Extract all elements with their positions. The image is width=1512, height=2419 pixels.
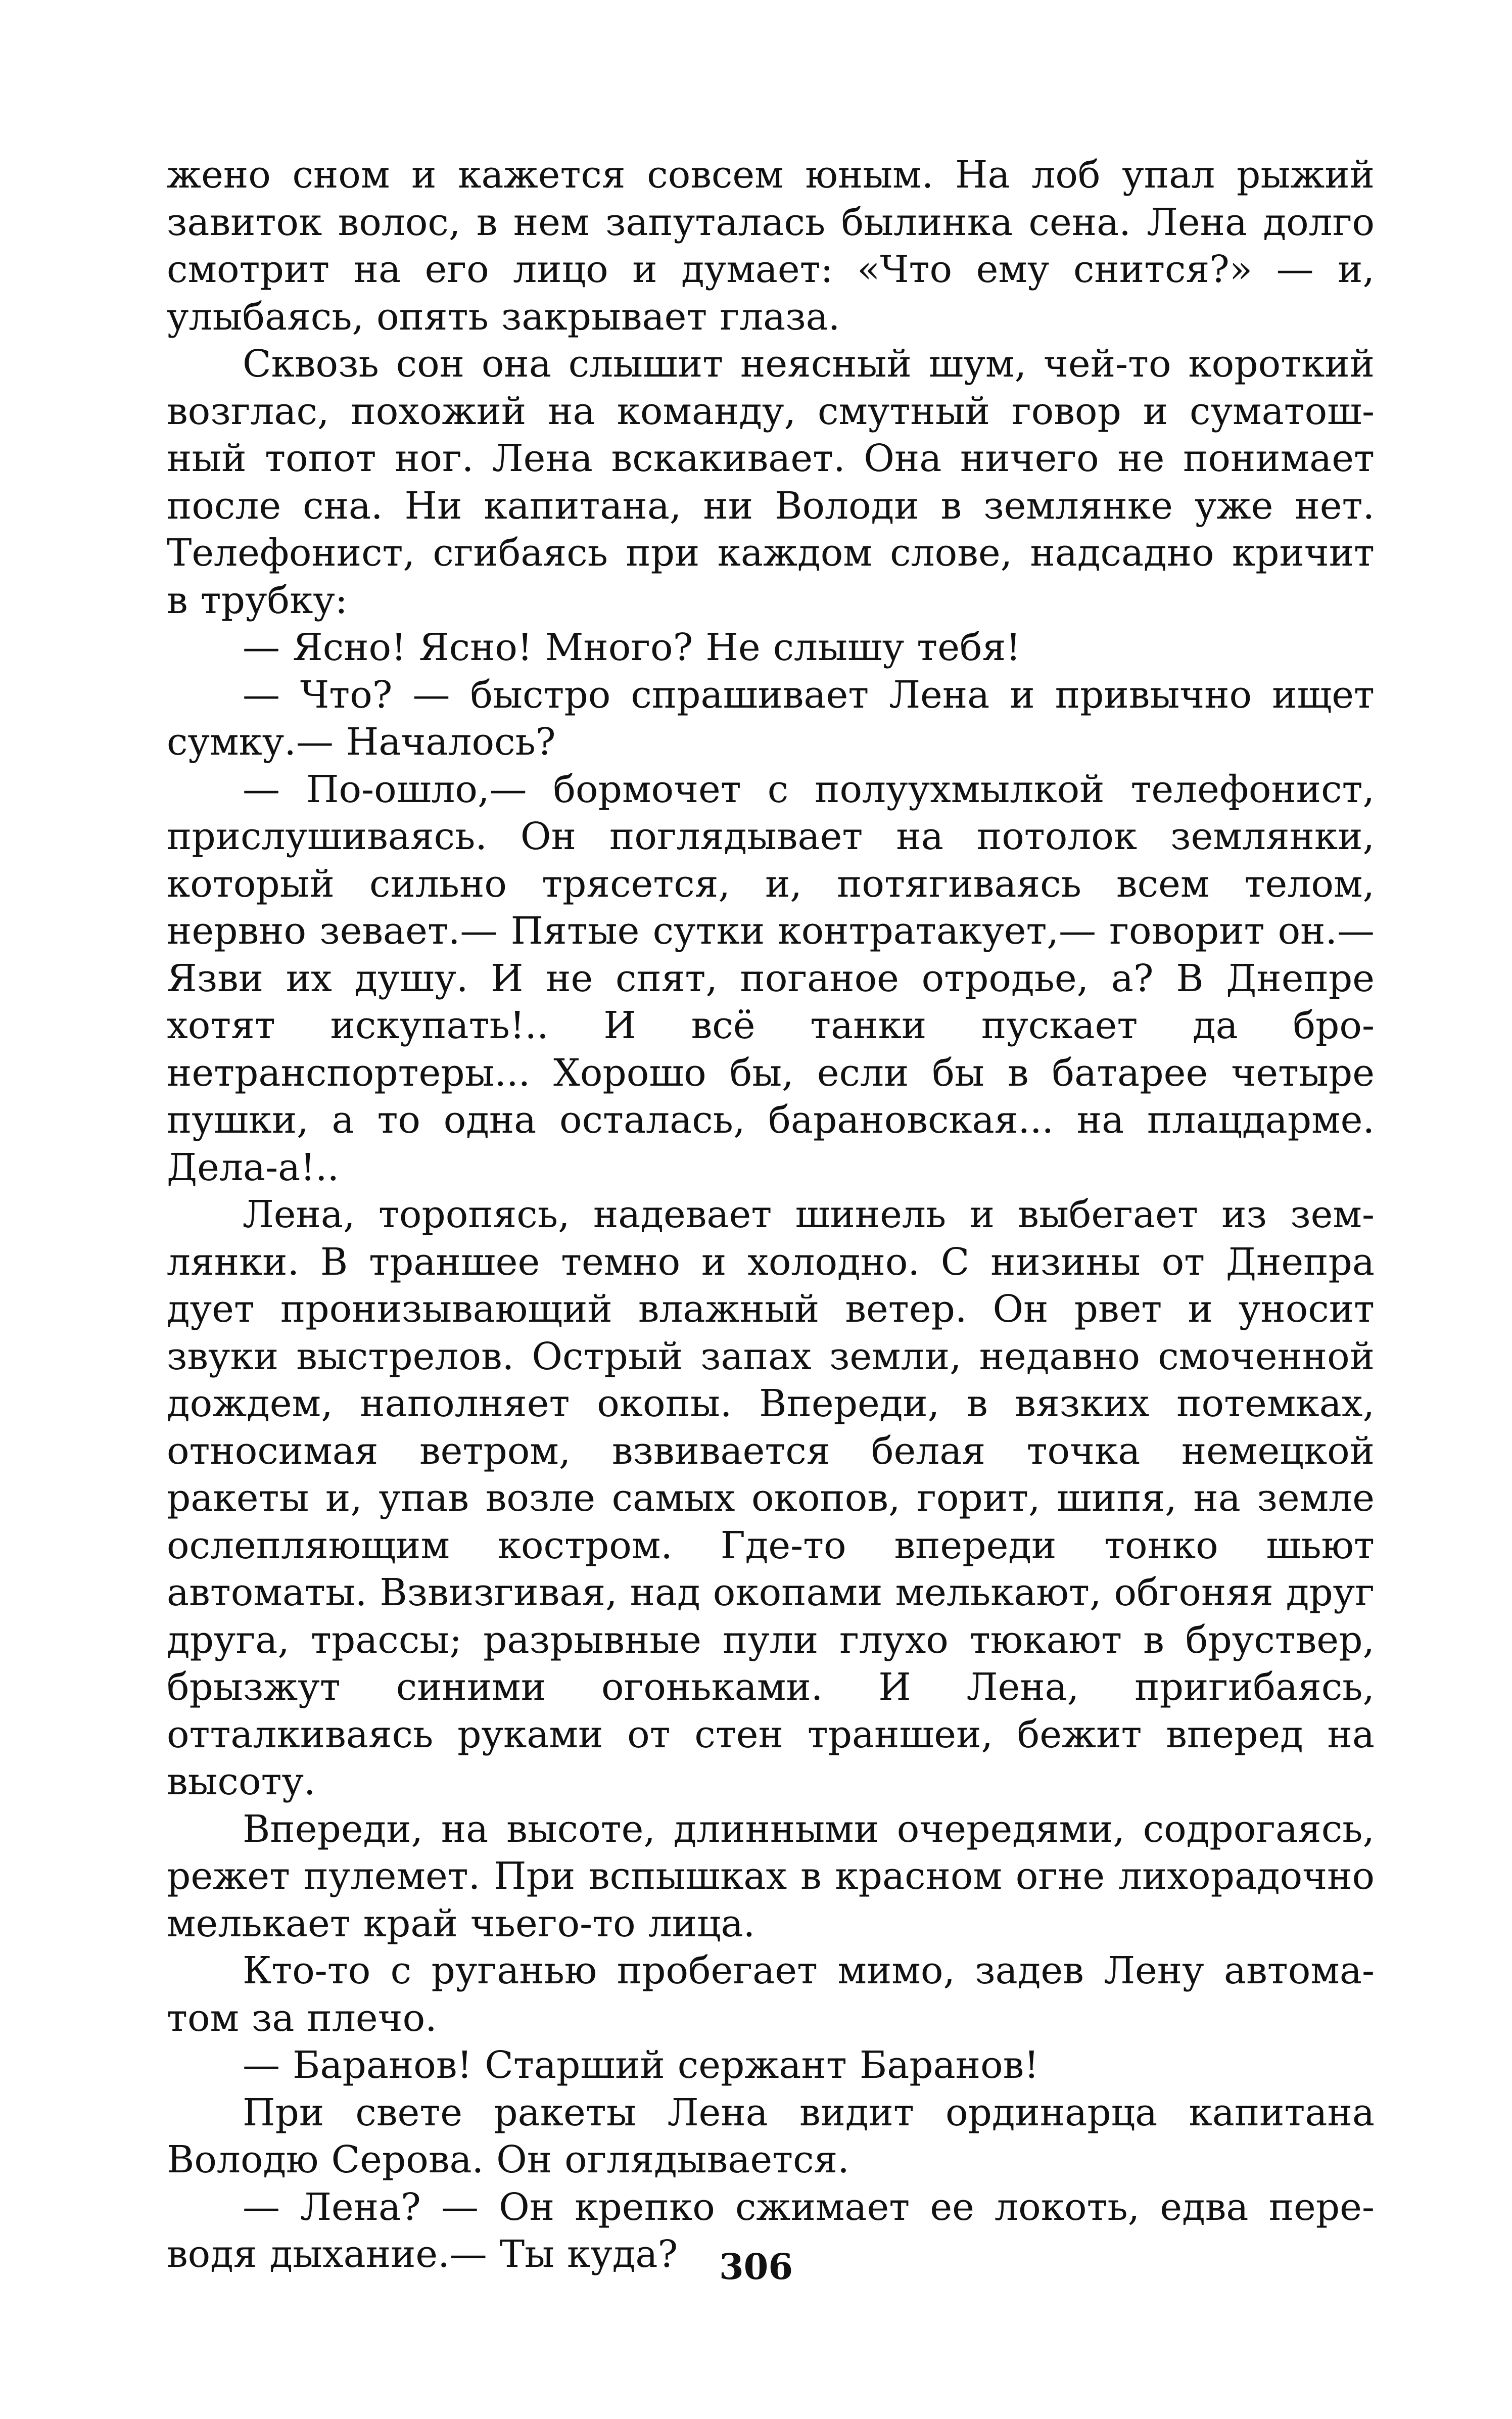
paragraph-1: жено сном и кажется совсем юным. На лоб упал рыжий завиток волос, в нем запуталась былинка сена. Лена долго смотрит на его лицо и думает: «Что ему снится?» — и, улыбаясь, опять закрывает глаза. (167, 153, 1375, 339)
paragraph-7: Впереди, на высоте, длинными очередями, содрогаясь, режет пулемет. При вспышках в красном огне лихорадочно мелькает край чьего-то лица. (167, 1807, 1375, 1945)
paragraph-10: При свете ракеты Лена видит ординарца капитана Володю Серова. Он оглядывается. (167, 2090, 1375, 2181)
paragraph-4: — Что? — быстро спрашивает Лена и привычно ищет сумку.— Началось? (167, 673, 1375, 764)
paragraph-11: — Лена? — Он крепко сжимает ее локоть, едва переводя дыхание.— Ты куда? (167, 2185, 1375, 2276)
paragraph-8: Кто-то с руганью пробегает мимо, задев Лену автоматом за плечо. (167, 1949, 1375, 2040)
paragraph-2: Сквозь сон она слышит неясный шум, чей-то короткий возглас, похожий на команду, смутный говор и суматошный топот ног. Лена вскакивает. Она ничего не понимает после сна. Ни капитана, ни Володи в землянке уже нет. Телефонист, сгибаясь при каждом слове, надсадно кричит в трубку: (167, 342, 1375, 622)
paragraph-6: Лена, торопясь, надевает шинель и выбегает из землянки. В траншее темно и холодно. С низины от Днепра дует пронизывающий влажный ветер. Он рвет и уносит звуки выстрелов. Острый запах земли, недавно смоченной дождем, наполняет окопы. Впереди, в вязких потемках, относимая ветром, взвивается белая точка немецкой ракеты и, упав возле самых окопов, горит, шипя, на земле ослепляющим костром. Где-то впереди тонко шьют автоматы. Взвизгивая, над окопами мелькают, обгоняя друг друга, трассы; разрывные пули глухо тюкают в бруствер, брызжут синими огоньками. И Лена, пригибаясь, отталкиваясь руками от стен траншеи, бежит вперед на высоту. (167, 1193, 1375, 1803)
paragraph-5: — По-ошло,— бормочет с полуухмылкой телефонист, прислушиваясь. Он поглядывает на потолок землянки, который сильно трясется, и, потягиваясь всем телом, нервно зевает.— Пятые сутки контратакует,— говорит он.— Язви их душу. И не спят, поганое отродье, а? В Днепре хотят искупать!.. И всё танки пускает да бронетранспортеры... Хорошо бы, если бы в батарее четыре пушки, а то одна осталась, барановская... на плацдарме. Дела-а!.. (167, 767, 1375, 1189)
page-number: 306 (719, 2246, 793, 2288)
paragraph-9: — Баранов! Старший сержант Баранов! (243, 2043, 1040, 2087)
paragraph-3: — Ясно! Ясно! Много? Не слышу тебя! (243, 626, 1021, 669)
